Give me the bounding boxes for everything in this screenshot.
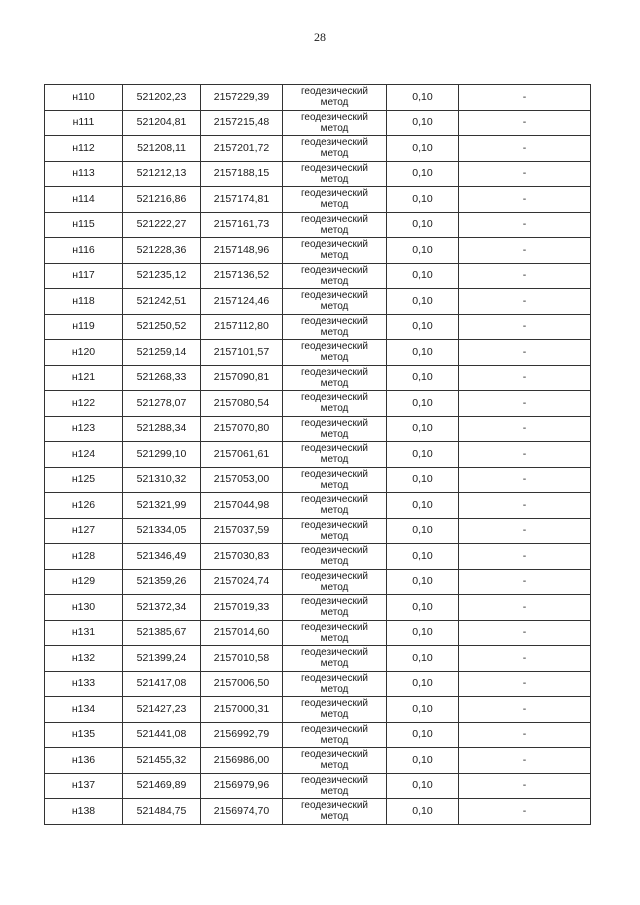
note-cell: - (459, 671, 591, 697)
point-id-cell: н138 (45, 799, 123, 825)
method-cell (283, 595, 387, 621)
method-cell (283, 620, 387, 646)
accuracy-cell: 0,10 (387, 671, 459, 697)
method-line-1: геодезический (301, 264, 368, 276)
table-row (45, 697, 591, 723)
point-id-cell: н116 (45, 238, 123, 264)
point-id-cell: н117 (45, 263, 123, 289)
note-cell: - (459, 595, 591, 621)
method-line-2: метод (320, 785, 349, 797)
method-line-1: геодезический (301, 800, 368, 812)
table-row (45, 569, 591, 595)
method-cell (283, 263, 387, 289)
table-row (45, 646, 591, 672)
method-line-2: метод (320, 632, 349, 644)
method-line-1: геодезический (301, 519, 368, 531)
method-line-2: метод (320, 275, 349, 287)
x-coordinate-cell: 521359,26 (123, 569, 201, 595)
method-cell (283, 748, 387, 774)
table-row (45, 722, 591, 748)
method-line-2: метод (320, 403, 349, 415)
method-line-2: метод (320, 377, 349, 389)
accuracy-cell: 0,10 (387, 518, 459, 544)
method-cell (283, 85, 387, 111)
note-cell: - (459, 365, 591, 391)
note-cell: - (459, 391, 591, 417)
x-coordinate-cell: 521469,89 (123, 773, 201, 799)
y-coordinate-cell: 2157010,58 (201, 646, 283, 672)
method-cell (283, 110, 387, 136)
point-id-cell: н121 (45, 365, 123, 391)
method-line-2: метод (320, 326, 349, 338)
note-cell: - (459, 646, 591, 672)
note-cell: - (459, 263, 591, 289)
method-cell (283, 212, 387, 238)
x-coordinate-cell: 521441,08 (123, 722, 201, 748)
x-coordinate-cell: 521334,05 (123, 518, 201, 544)
method-line-1: геодезический (301, 749, 368, 761)
method-line-2: метод (320, 479, 349, 491)
accuracy-cell: 0,10 (387, 391, 459, 417)
point-id-cell: н135 (45, 722, 123, 748)
method-line-1: геодезический (301, 341, 368, 353)
table-row (45, 340, 591, 366)
accuracy-cell: 0,10 (387, 595, 459, 621)
accuracy-cell: 0,10 (387, 263, 459, 289)
method-line-1: геодезический (301, 417, 368, 429)
accuracy-cell: 0,10 (387, 442, 459, 468)
y-coordinate-cell: 2157112,80 (201, 314, 283, 340)
method-cell (283, 544, 387, 570)
note-cell: - (459, 110, 591, 136)
note-cell: - (459, 620, 591, 646)
y-coordinate-cell: 2157148,96 (201, 238, 283, 264)
x-coordinate-cell: 521385,67 (123, 620, 201, 646)
y-coordinate-cell: 2156974,70 (201, 799, 283, 825)
accuracy-cell: 0,10 (387, 773, 459, 799)
method-line-1: геодезический (301, 443, 368, 455)
method-line-1: геодезический (301, 647, 368, 659)
method-cell (283, 697, 387, 723)
accuracy-cell: 0,10 (387, 212, 459, 238)
point-id-cell: н137 (45, 773, 123, 799)
method-line-2: метод (320, 224, 349, 236)
accuracy-cell: 0,10 (387, 748, 459, 774)
note-cell: - (459, 799, 591, 825)
method-line-1: геодезический (301, 392, 368, 404)
point-id-cell: н124 (45, 442, 123, 468)
x-coordinate-cell: 521259,14 (123, 340, 201, 366)
x-coordinate-cell: 521399,24 (123, 646, 201, 672)
method-line-2: метод (320, 607, 349, 619)
x-coordinate-cell: 521250,52 (123, 314, 201, 340)
table-row (45, 110, 591, 136)
point-id-cell: н115 (45, 212, 123, 238)
method-cell (283, 799, 387, 825)
accuracy-cell: 0,10 (387, 110, 459, 136)
method-cell (283, 518, 387, 544)
point-id-cell: н120 (45, 340, 123, 366)
method-line-2: метод (320, 199, 349, 211)
method-line-1: геодезический (301, 621, 368, 633)
table-row (45, 161, 591, 187)
table-row (45, 136, 591, 162)
method-line-2: метод (320, 734, 349, 746)
point-id-cell: н129 (45, 569, 123, 595)
method-cell (283, 136, 387, 162)
accuracy-cell: 0,10 (387, 416, 459, 442)
point-id-cell: н119 (45, 314, 123, 340)
y-coordinate-cell: 2157030,83 (201, 544, 283, 570)
note-cell: - (459, 161, 591, 187)
table-row (45, 314, 591, 340)
point-id-cell: н128 (45, 544, 123, 570)
table-row (45, 799, 591, 825)
accuracy-cell: 0,10 (387, 697, 459, 723)
method-cell (283, 365, 387, 391)
accuracy-cell: 0,10 (387, 85, 459, 111)
accuracy-cell: 0,10 (387, 365, 459, 391)
accuracy-cell: 0,10 (387, 314, 459, 340)
x-coordinate-cell: 521242,51 (123, 289, 201, 315)
method-line-1: геодезический (301, 596, 368, 608)
method-line-1: геодезический (301, 723, 368, 735)
coordinates-table-body (45, 85, 591, 825)
x-coordinate-cell: 521455,32 (123, 748, 201, 774)
method-line-1: геодезический (301, 315, 368, 327)
point-id-cell: н112 (45, 136, 123, 162)
y-coordinate-cell: 2157124,46 (201, 289, 283, 315)
accuracy-cell: 0,10 (387, 620, 459, 646)
y-coordinate-cell: 2157019,33 (201, 595, 283, 621)
table-row (45, 671, 591, 697)
method-cell (283, 646, 387, 672)
accuracy-cell: 0,10 (387, 799, 459, 825)
x-coordinate-cell: 521417,08 (123, 671, 201, 697)
note-cell: - (459, 518, 591, 544)
x-coordinate-cell: 521268,33 (123, 365, 201, 391)
coordinates-table (44, 84, 591, 825)
method-cell (283, 442, 387, 468)
note-cell: - (459, 136, 591, 162)
point-id-cell: н126 (45, 493, 123, 519)
y-coordinate-cell: 2157161,73 (201, 212, 283, 238)
x-coordinate-cell: 521222,27 (123, 212, 201, 238)
method-line-2: метод (320, 173, 349, 185)
method-line-2: метод (320, 428, 349, 440)
method-line-2: метод (320, 658, 349, 670)
y-coordinate-cell: 2157174,81 (201, 187, 283, 213)
note-cell: - (459, 187, 591, 213)
point-id-cell: н118 (45, 289, 123, 315)
y-coordinate-cell: 2157024,74 (201, 569, 283, 595)
note-cell: - (459, 289, 591, 315)
table-row (45, 416, 591, 442)
x-coordinate-cell: 521202,23 (123, 85, 201, 111)
method-line-2: метод (320, 97, 349, 109)
x-coordinate-cell: 521212,13 (123, 161, 201, 187)
note-cell: - (459, 212, 591, 238)
y-coordinate-cell: 2157201,72 (201, 136, 283, 162)
point-id-cell: н114 (45, 187, 123, 213)
x-coordinate-cell: 521216,86 (123, 187, 201, 213)
x-coordinate-cell: 521427,23 (123, 697, 201, 723)
method-line-1: геодезический (301, 86, 368, 98)
y-coordinate-cell: 2157053,00 (201, 467, 283, 493)
x-coordinate-cell: 521346,49 (123, 544, 201, 570)
method-line-2: метод (320, 352, 349, 364)
method-line-1: геодезический (301, 162, 368, 174)
method-line-2: метод (320, 148, 349, 160)
point-id-cell: н131 (45, 620, 123, 646)
accuracy-cell: 0,10 (387, 340, 459, 366)
method-cell (283, 161, 387, 187)
method-line-1: геодезический (301, 366, 368, 378)
y-coordinate-cell: 2157101,57 (201, 340, 283, 366)
table-row (45, 391, 591, 417)
x-coordinate-cell: 521372,34 (123, 595, 201, 621)
method-cell (283, 187, 387, 213)
table-row (45, 289, 591, 315)
method-cell (283, 238, 387, 264)
point-id-cell: н133 (45, 671, 123, 697)
point-id-cell: н132 (45, 646, 123, 672)
table-row (45, 467, 591, 493)
method-line-1: геодезический (301, 290, 368, 302)
y-coordinate-cell: 2156986,00 (201, 748, 283, 774)
method-cell (283, 416, 387, 442)
accuracy-cell: 0,10 (387, 187, 459, 213)
x-coordinate-cell: 521321,99 (123, 493, 201, 519)
method-cell (283, 671, 387, 697)
note-cell: - (459, 697, 591, 723)
method-cell (283, 569, 387, 595)
accuracy-cell: 0,10 (387, 467, 459, 493)
x-coordinate-cell: 521310,32 (123, 467, 201, 493)
accuracy-cell: 0,10 (387, 493, 459, 519)
y-coordinate-cell: 2157006,50 (201, 671, 283, 697)
x-coordinate-cell: 521278,07 (123, 391, 201, 417)
method-line-2: метод (320, 505, 349, 517)
x-coordinate-cell: 521299,10 (123, 442, 201, 468)
method-cell (283, 722, 387, 748)
table-row (45, 773, 591, 799)
method-line-1: геодезический (301, 137, 368, 149)
method-cell (283, 340, 387, 366)
y-coordinate-cell: 2156979,96 (201, 773, 283, 799)
accuracy-cell: 0,10 (387, 569, 459, 595)
method-line-1: геодезический (301, 774, 368, 786)
y-coordinate-cell: 2157136,52 (201, 263, 283, 289)
method-line-1: геодезический (301, 111, 368, 123)
point-id-cell: н130 (45, 595, 123, 621)
method-line-2: метод (320, 709, 349, 721)
method-line-2: метод (320, 760, 349, 772)
point-id-cell: н123 (45, 416, 123, 442)
y-coordinate-cell: 2157037,59 (201, 518, 283, 544)
note-cell: - (459, 467, 591, 493)
note-cell: - (459, 416, 591, 442)
note-cell: - (459, 85, 591, 111)
note-cell: - (459, 340, 591, 366)
method-line-2: метод (320, 556, 349, 568)
method-line-2: метод (320, 581, 349, 593)
method-cell (283, 391, 387, 417)
table-row (45, 493, 591, 519)
x-coordinate-cell: 521484,75 (123, 799, 201, 825)
note-cell: - (459, 569, 591, 595)
method-line-2: метод (320, 250, 349, 262)
y-coordinate-cell: 2157061,61 (201, 442, 283, 468)
table-row (45, 620, 591, 646)
method-cell (283, 314, 387, 340)
point-id-cell: н111 (45, 110, 123, 136)
table-row (45, 187, 591, 213)
point-id-cell: н125 (45, 467, 123, 493)
table-row (45, 238, 591, 264)
method-line-2: метод (320, 811, 349, 823)
note-cell: - (459, 442, 591, 468)
y-coordinate-cell: 2157188,15 (201, 161, 283, 187)
note-cell: - (459, 544, 591, 570)
y-coordinate-cell: 2157080,54 (201, 391, 283, 417)
table-row (45, 263, 591, 289)
accuracy-cell: 0,10 (387, 136, 459, 162)
table-row (45, 748, 591, 774)
method-line-1: геодезический (301, 698, 368, 710)
point-id-cell: н127 (45, 518, 123, 544)
y-coordinate-cell: 2157090,81 (201, 365, 283, 391)
point-id-cell: н122 (45, 391, 123, 417)
note-cell: - (459, 238, 591, 264)
y-coordinate-cell: 2157014,60 (201, 620, 283, 646)
table-row (45, 442, 591, 468)
point-id-cell: н113 (45, 161, 123, 187)
method-line-1: геодезический (301, 468, 368, 480)
point-id-cell: н110 (45, 85, 123, 111)
note-cell: - (459, 773, 591, 799)
table-row (45, 365, 591, 391)
y-coordinate-cell: 2156992,79 (201, 722, 283, 748)
x-coordinate-cell: 521228,36 (123, 238, 201, 264)
accuracy-cell: 0,10 (387, 161, 459, 187)
note-cell: - (459, 722, 591, 748)
accuracy-cell: 0,10 (387, 289, 459, 315)
method-line-1: геодезический (301, 213, 368, 225)
table-row (45, 518, 591, 544)
table-row (45, 595, 591, 621)
y-coordinate-cell: 2157070,80 (201, 416, 283, 442)
y-coordinate-cell: 2157000,31 (201, 697, 283, 723)
method-line-1: геодезический (301, 570, 368, 582)
y-coordinate-cell: 2157215,48 (201, 110, 283, 136)
y-coordinate-cell: 2157044,98 (201, 493, 283, 519)
table-row (45, 544, 591, 570)
point-id-cell: н134 (45, 697, 123, 723)
x-coordinate-cell: 521235,12 (123, 263, 201, 289)
method-line-1: геодезический (301, 494, 368, 506)
note-cell: - (459, 314, 591, 340)
accuracy-cell: 0,10 (387, 238, 459, 264)
method-cell (283, 773, 387, 799)
x-coordinate-cell: 521288,34 (123, 416, 201, 442)
method-line-2: метод (320, 301, 349, 313)
method-line-2: метод (320, 530, 349, 542)
point-id-cell: н136 (45, 748, 123, 774)
method-cell (283, 467, 387, 493)
method-cell (283, 289, 387, 315)
accuracy-cell: 0,10 (387, 722, 459, 748)
accuracy-cell: 0,10 (387, 646, 459, 672)
method-line-2: метод (320, 683, 349, 695)
method-line-1: геодезический (301, 188, 368, 200)
method-line-1: геодезический (301, 239, 368, 251)
table-row (45, 212, 591, 238)
page-number: 28 (314, 30, 326, 44)
note-cell: - (459, 748, 591, 774)
method-line-2: метод (320, 454, 349, 466)
method-line-1: геодезический (301, 672, 368, 684)
method-cell (283, 493, 387, 519)
accuracy-cell: 0,10 (387, 544, 459, 570)
x-coordinate-cell: 521208,11 (123, 136, 201, 162)
x-coordinate-cell: 521204,81 (123, 110, 201, 136)
y-coordinate-cell: 2157229,39 (201, 85, 283, 111)
note-cell: - (459, 493, 591, 519)
table-row (45, 85, 591, 111)
method-line-2: метод (320, 122, 349, 134)
method-line-1: геодезический (301, 545, 368, 557)
